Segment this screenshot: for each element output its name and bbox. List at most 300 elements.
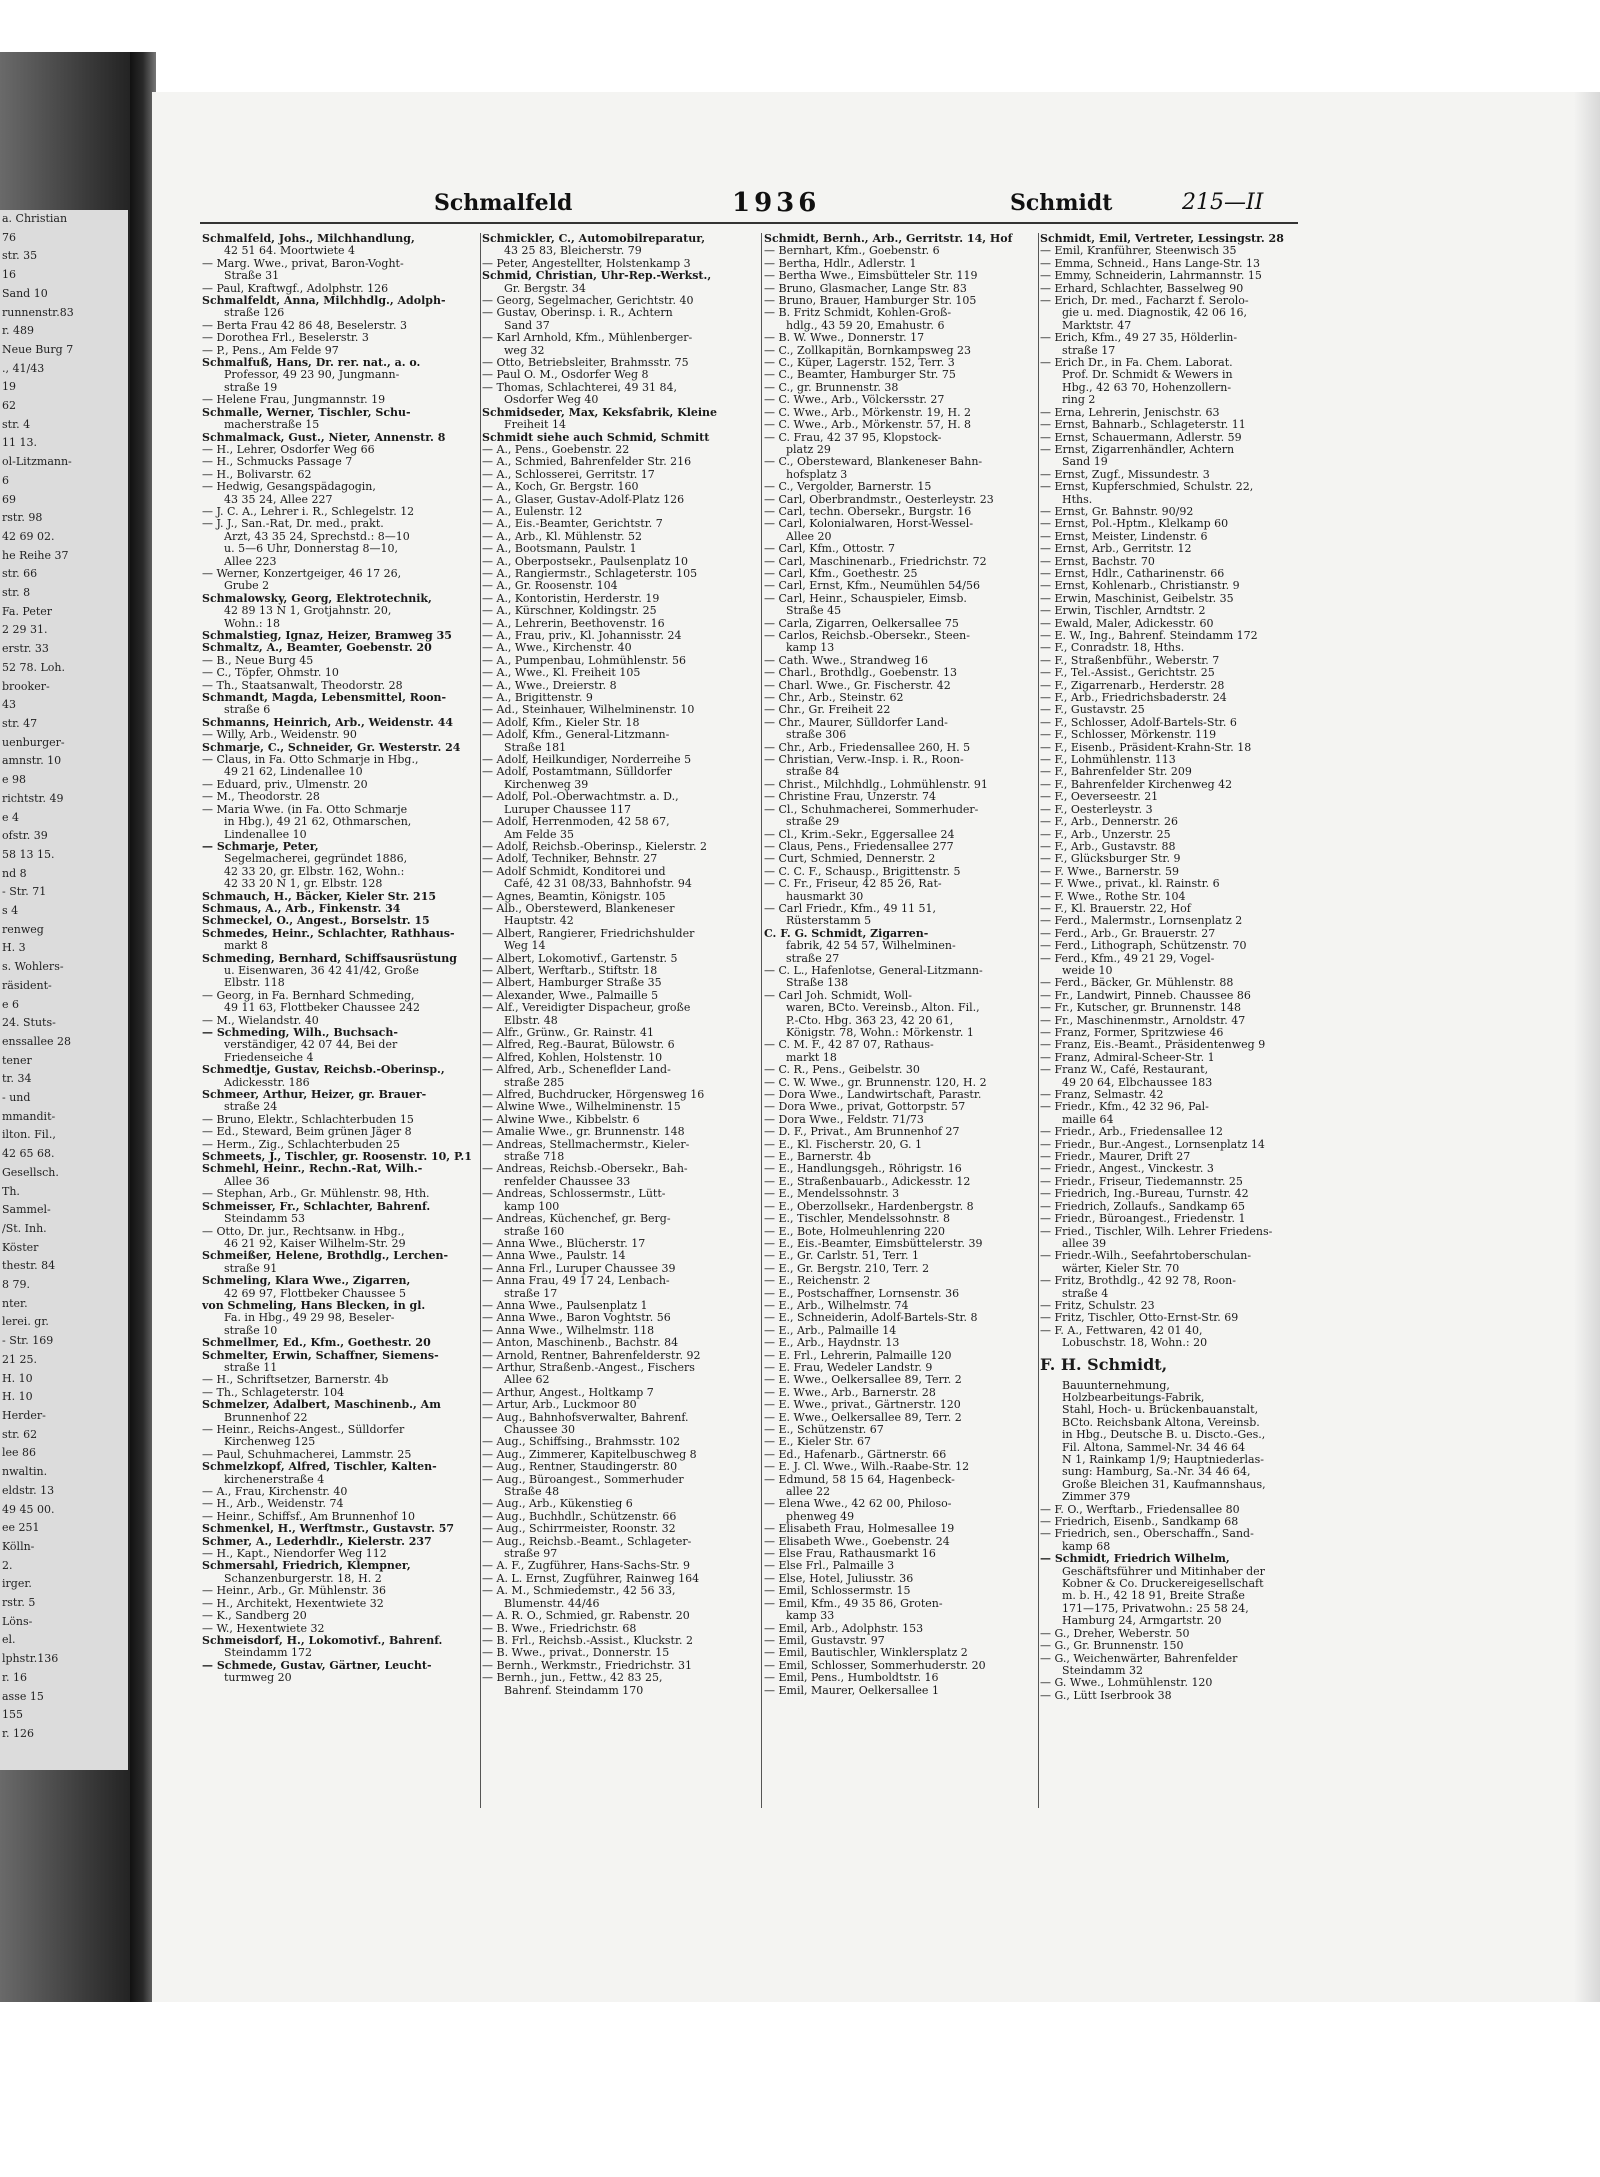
directory-entry: — A., Arb., Kl. Mühlenstr. 52 xyxy=(482,530,643,543)
directory-entry: Straße 138 xyxy=(786,977,849,990)
directory-entry: — A., Pens., Goebenstr. 22 xyxy=(482,443,630,456)
directory-entry: — Christ., Milchhdlg., Lohmühlenstr. 91 xyxy=(764,778,988,791)
directory-entry: — Else, Hotel, Juliusstr. 36 xyxy=(764,1572,914,1585)
directory-entry: — Alfred, Arb., Scheneflder Land- xyxy=(482,1064,671,1077)
facing-page-text: asse 15 xyxy=(2,1689,44,1703)
facing-page-text: richtstr. 49 xyxy=(2,791,64,805)
directory-entry: Schmaltz, A., Beamter, Goebenstr. 20 xyxy=(202,642,432,655)
directory-entry: — A. L. Ernst, Zugführer, Rainweg 164 xyxy=(482,1572,700,1585)
directory-entry: — A., Eulenstr. 12 xyxy=(482,505,583,518)
directory-entry: hdlg., 43 59 20, Emahustr. 6 xyxy=(786,319,945,332)
directory-entry: — Curt, Schmied, Dennerstr. 2 xyxy=(764,853,936,866)
facing-page-text: 2 29 31. xyxy=(2,623,48,637)
directory-entry: — Cl., Schuhmacherei, Sommerhuder- xyxy=(764,803,979,816)
directory-entry: straße 17 xyxy=(1062,344,1116,357)
directory-entry: — Alfr., Grünw., Gr. Rainstr. 41 xyxy=(482,1027,655,1039)
directory-entry: — Bernh., Werkmstr., Friedrichstr. 31 xyxy=(482,1659,692,1672)
facing-page-text: lphstr.136 xyxy=(2,1652,59,1666)
directory-entry: — Ernst, Meister, Lindenstr. 6 xyxy=(1040,530,1208,543)
directory-entry: — Anna Frl., Luruper Chaussee 39 xyxy=(482,1262,676,1275)
directory-entry: — Karl Arnhold, Kfm., Mühlenberger- xyxy=(482,332,693,345)
directory-entry: Schmarje, C., Schneider, Gr. Westerstr. 24 xyxy=(202,741,461,754)
directory-entry: straße 306 xyxy=(786,729,847,742)
directory-entry: Sand 37 xyxy=(504,319,550,332)
directory-entry: turmweg 20 xyxy=(224,1672,292,1685)
directory-entry: Zimmer 379 xyxy=(1062,1491,1131,1504)
directory-entry: — C., Beamter, Hamburger Str. 75 xyxy=(764,369,956,382)
directory-entry: C. F. G. Schmidt, Zigarren- xyxy=(764,927,929,940)
directory-entry: Hauptstr. 42 xyxy=(504,915,574,928)
directory-entry: — Adolf, Techniker, Behnstr. 27 xyxy=(482,853,658,866)
directory-entry: Lobuschstr. 18, Wohn.: 20 xyxy=(1062,1337,1208,1350)
facing-page-text: 49 45 00. xyxy=(2,1502,55,1516)
directory-entry: Schmedtje, Gustav, Reichsb.-Oberinsp., xyxy=(202,1064,445,1077)
directory-entry: kirchenerstraße 4 xyxy=(224,1473,325,1486)
directory-entry: — Dora Wwe., privat, Gottorpstr. 57 xyxy=(764,1101,966,1114)
directory-entry: Friedenseiche 4 xyxy=(224,1051,314,1064)
directory-entry: — F., Tel.-Assist., Gerichtstr. 25 xyxy=(1040,667,1215,680)
directory-entry: — F., Lohmühlenstr. 113 xyxy=(1040,754,1176,767)
directory-entry: — Schmeding, Wilh., Buchsach- xyxy=(202,1027,398,1039)
directory-entry: straße 17 xyxy=(504,1287,558,1300)
directory-entry: — Friedr., Büroangest., Friedenstr. 1 xyxy=(1040,1213,1246,1226)
directory-entry: — E., Arb., Haydnstr. 13 xyxy=(764,1337,900,1350)
directory-entry: — C. Fr., Friseur, 42 85 26, Rat- xyxy=(764,878,942,891)
directory-entry: — Otto, Betriebsleiter, Brahmsstr. 75 xyxy=(482,357,689,370)
directory-entry: — Schmarje, Peter, xyxy=(202,840,319,853)
directory-entry: Allee 20 xyxy=(786,530,832,543)
directory-entry: — A., Brigittenstr. 9 xyxy=(482,692,593,705)
directory-entry: — F., Kl. Brauerstr. 22, Hof xyxy=(1040,902,1191,915)
directory-entry: — H., Kapt., Niendorfer Weg 112 xyxy=(202,1548,387,1561)
directory-entry: — Emil, Gustavstr. 97 xyxy=(764,1634,885,1647)
directory-entry: Segelmacherei, gegründet 1886, xyxy=(224,853,408,866)
directory-entry: — C., Zollkapitän, Bornkampsweg 23 xyxy=(764,344,972,357)
directory-entry: verständiger, 42 07 44, Bei der xyxy=(224,1039,398,1052)
directory-entry: Schmer, A., Lederhdlr., Kielerstr. 237 xyxy=(202,1535,432,1548)
directory-entry: 42 33 20, gr. Elbstr. 162, Wohn.: xyxy=(224,865,405,878)
directory-entry: — Emil, Schlossermstr. 15 xyxy=(764,1585,911,1598)
directory-entry: — Carl, Kolonialwaren, Horst-Wessel- xyxy=(764,518,974,531)
directory-entry: Schmidt, Bernh., Arb., Gerritstr. 14, Hof xyxy=(764,233,1013,245)
directory-entry: — A., Frau, priv., Kl. Johannisstr. 24 xyxy=(482,630,682,642)
directory-entry: — A., Schlosserei, Gerritstr. 17 xyxy=(482,468,655,481)
header-rule xyxy=(200,222,1298,224)
directory-entry: — Adolf, Heilkundiger, Norderreihe 5 xyxy=(482,754,692,767)
directory-entry: — E., Gr. Carlstr. 51, Terr. 1 xyxy=(764,1250,919,1263)
directory-entry: — Adolf, Kfm., Kieler Str. 18 xyxy=(482,716,640,729)
directory-entry: — Franz W., Café, Restaurant, xyxy=(1040,1064,1209,1077)
directory-entry: — A. F., Zugführer, Hans-Sachs-Str. 9 xyxy=(482,1560,690,1573)
directory-entry: — G., Dreher, Weberstr. 50 xyxy=(1040,1627,1190,1640)
directory-entry: — Th., Schlageterstr. 104 xyxy=(202,1386,345,1399)
facing-page-text: 42 69 02. xyxy=(2,529,55,543)
directory-entry: — A. R. O., Schmied, gr. Rabenstr. 20 xyxy=(482,1610,690,1623)
directory-entry: — E. J. Cl. Wwe., Wilh.-Raabe-Str. 12 xyxy=(764,1461,970,1474)
directory-entry: — E., Postschaffner, Lornsenstr. 36 xyxy=(764,1287,960,1300)
facing-page-text: r. 489 xyxy=(2,324,35,338)
directory-entry: — G., Weichenwärter, Bahrenfelder xyxy=(1040,1652,1238,1665)
directory-entry: Schmalstieg, Ignaz, Heizer, Bramweg 35 xyxy=(202,630,452,642)
directory-entry: — A., Wwe., Dreierstr. 8 xyxy=(482,679,617,692)
facing-page-text: lee 86 xyxy=(2,1446,37,1460)
directory-entry: — A., Lehrerin, Beethovenstr. 16 xyxy=(482,617,665,630)
directory-column-1 xyxy=(202,233,478,1808)
facing-page-text: 11 13. xyxy=(2,436,37,450)
directory-entry: 171—175, Privatwohn.: 25 58 24, xyxy=(1062,1602,1249,1615)
directory-entry: — Helene Frau, Jungmannstr. 19 xyxy=(202,394,386,407)
directory-entry: — Paul, Schuhmacherei, Lammstr. 25 xyxy=(202,1448,412,1461)
directory-entry: Schmidt, Emil, Vertreter, Lessingstr. 28 xyxy=(1040,233,1284,245)
directory-entry: — Heinr., Arb., Gr. Mühlenstr. 36 xyxy=(202,1585,386,1598)
directory-entry: Professor, 49 23 90, Jungmann- xyxy=(224,369,400,382)
directory-entry: 42 51 64. Moortwiete 4 xyxy=(224,245,356,258)
directory-entry: — Ed., Steward, Beim grünen Jäger 8 xyxy=(202,1126,412,1139)
directory-entry: straße 97 xyxy=(504,1548,558,1561)
directory-entry: hausmarkt 30 xyxy=(786,890,864,903)
directory-entry: — Fr., Maschinenmstr., Arnoldstr. 47 xyxy=(1040,1014,1246,1027)
directory-entry: — Alfred, Buchdrucker, Hörgensweg 16 xyxy=(482,1089,705,1102)
directory-entry: — B. Frl., Reichsb.-Assist., Kluckstr. 2 xyxy=(482,1634,693,1647)
directory-entry: — Friedr., Friseur, Tiedemannstr. 25 xyxy=(1040,1175,1243,1188)
directory-entry: — Alwine Wwe., Kibbelstr. 6 xyxy=(482,1113,640,1126)
directory-entry: — E. Frl., Lehrerin, Palmaille 120 xyxy=(764,1349,952,1362)
directory-entry: — Chr., Arb., Steinstr. 62 xyxy=(764,692,904,705)
facing-page-text: rstr. 5 xyxy=(2,1596,36,1610)
directory-entry: — Fried., Tischler, Wilh. Lehrer Friedens- xyxy=(1040,1225,1273,1238)
directory-entry: — Andreas, Küchenchef, gr. Berg- xyxy=(482,1213,671,1226)
directory-entry: — Bruno, Glasmacher, Lange Str. 83 xyxy=(764,282,967,295)
facing-page-text: ee 251 xyxy=(2,1521,40,1535)
directory-entry: — Ernst, Bahnarb., Schlageterstr. 11 xyxy=(1040,419,1246,432)
facing-page-text: str. 66 xyxy=(2,567,38,581)
directory-entry: — C. M. F., 42 87 07, Rathaus- xyxy=(764,1039,934,1052)
directory-entry: — Carl, Kfm., Ottostr. 7 xyxy=(764,543,896,556)
directory-entry: 42 33 20 N 1, gr. Elbstr. 128 xyxy=(224,878,383,891)
directory-entry: platz 29 xyxy=(786,443,831,456)
directory-entry: — E. Wwe., Arb., Barnerstr. 28 xyxy=(764,1386,936,1399)
directory-entry: — Bruno, Elektr., Schlachterbuden 15 xyxy=(202,1113,414,1126)
directory-entry: Schanzenburgerstr. 18, H. 2 xyxy=(224,1572,382,1585)
directory-entry: — Adolf, Reichsb.-Oberinsp., Kielerstr. 2 xyxy=(482,840,707,853)
page-edge xyxy=(1574,92,1600,2002)
directory-entry: Osdorfer Weg 40 xyxy=(504,394,599,407)
directory-entry: — E., Reichenstr. 2 xyxy=(764,1275,871,1288)
directory-entry: — Andreas, Schlossermstr., Lütt- xyxy=(482,1188,666,1201)
directory-entry: phenweg 49 xyxy=(786,1510,855,1523)
directory-entry: — Franz, Admiral-Scheer-Str. 1 xyxy=(1040,1051,1215,1064)
directory-entry: 49 11 63, Flottbeker Chaussee 242 xyxy=(224,1002,421,1015)
directory-entry: Weg 14 xyxy=(504,940,546,953)
facing-page-text: str. 35 xyxy=(2,249,38,263)
directory-entry: Steindamm 32 xyxy=(1062,1664,1144,1677)
directory-entry: — Paul O. M., Osdorfer Weg 8 xyxy=(482,369,649,382)
directory-entry: Prof. Dr. Schmidt & Wewers in xyxy=(1062,369,1233,382)
directory-entry: — Anna Frau, 49 17 24, Lenbach- xyxy=(482,1275,670,1288)
directory-entry: Elbstr. 118 xyxy=(224,977,285,990)
directory-entry: — A., Kürschner, Koldingstr. 25 xyxy=(482,605,657,618)
directory-entry: fabrik, 42 54 57, Wilhelminen- xyxy=(786,940,956,953)
directory-entry: — Ewald, Maler, Adickesstr. 60 xyxy=(1040,617,1214,630)
directory-entry: — Ernst, Kupferschmied, Schulstr. 22, xyxy=(1040,481,1254,494)
directory-entry: — Ernst, Pol.-Hptm., Klelkamp 60 xyxy=(1040,518,1229,531)
directory-entry: — Franz, Former, Spritzwiese 46 xyxy=(1040,1027,1224,1039)
directory-entry: — E., Handlungsgeh., Röhrigstr. 16 xyxy=(764,1163,962,1176)
directory-entry: — F. Wwe., Barnerstr. 59 xyxy=(1040,865,1179,878)
directory-entry: — Erich, Kfm., 49 27 35, Hölderlin- xyxy=(1040,332,1238,345)
directory-entry: — Alwine Wwe., Wilhelminenstr. 15 xyxy=(482,1101,681,1114)
directory-entry: — Cl., Krim.-Sekr., Eggersallee 24 xyxy=(764,828,955,841)
directory-entry: 46 21 92, Kaiser Wilhelm-Str. 29 xyxy=(224,1237,406,1250)
directory-entry: — Albert, Hamburger Straße 35 xyxy=(482,977,662,990)
directory-entry: — Fritz, Brothdlg., 42 92 78, Roon- xyxy=(1040,1275,1236,1288)
facing-page-text: Gesellsch. xyxy=(2,1165,59,1179)
directory-entry: — Anna Wwe., Paulstr. 14 xyxy=(482,1250,626,1263)
directory-entry: von Schmeling, Hans Blecken, in gl. xyxy=(202,1299,426,1312)
directory-entry: — H., Bolivarstr. 62 xyxy=(202,468,312,481)
directory-entry: — Erwin, Maschinist, Geibelstr. 35 xyxy=(1040,592,1234,605)
directory-entry: — Aug., Schirrmeister, Roonstr. 32 xyxy=(482,1523,676,1536)
directory-entry: — B. W. Wwe., Donnerstr. 17 xyxy=(764,332,925,345)
directory-entry: Bahrenf. Steindamm 170 xyxy=(504,1684,644,1697)
directory-entry: — W., Hexentwiete 32 xyxy=(202,1622,325,1635)
directory-entry: — Alexander, Wwe., Palmaille 5 xyxy=(482,989,659,1002)
directory-entry: — Ferd., Lithograph, Schützenstr. 70 xyxy=(1040,940,1247,953)
directory-entry: — Ferd., Bäcker, Gr. Mühlenstr. 88 xyxy=(1040,977,1234,990)
directory-entry: straße 19 xyxy=(224,381,278,394)
directory-entry: — Gustav, Oberinsp. i. R., Achtern xyxy=(482,307,673,320)
directory-entry: — Claus, in Fa. Otto Schmarje in Hbg., xyxy=(202,754,419,767)
directory-entry: — Ernst, Zugf., Missundestr. 3 xyxy=(1040,468,1210,481)
directory-entry: Schmeling, Klara Wwe., Zigarren, xyxy=(202,1275,411,1288)
directory-entry: — D. F., Privat., Am Brunnenhof 27 xyxy=(764,1126,960,1139)
directory-entry: — C., Küper, Lagerstr. 152, Terr. 3 xyxy=(764,357,955,370)
facing-page-text: räsident- xyxy=(2,978,52,992)
directory-entry: — H., Architekt, Hexentwiete 32 xyxy=(202,1597,384,1610)
directory-entry: — Carl Joh. Schmidt, Woll- xyxy=(764,989,912,1002)
directory-entry: — A., Wwe., Kl. Freiheit 105 xyxy=(482,667,641,680)
directory-entry: Marktstr. 47 xyxy=(1062,319,1132,332)
facing-page-text: uenburger- xyxy=(2,735,65,749)
directory-entry: — Emil, Kfm., 49 35 86, Groten- xyxy=(764,1597,943,1610)
directory-entry: Schmid, Christian, Uhr-Rep.-Werkst., xyxy=(482,270,712,283)
directory-entry: Am Felde 35 xyxy=(504,828,574,841)
directory-entry: — H., Schmucks Passage 7 xyxy=(202,456,353,469)
facing-page-text: irger. xyxy=(2,1577,32,1591)
directory-entry: Elbstr. 48 xyxy=(504,1014,558,1027)
directory-entry: 49 20 64, Elbchaussee 183 xyxy=(1062,1076,1213,1089)
directory-entry: — Erich, Dr. med., Facharzt f. Serolo- xyxy=(1040,295,1249,308)
directory-entry: — Carlos, Reichsb.-Obersekr., Steen- xyxy=(764,630,970,642)
directory-entry: Stahl, Hoch- u. Brückenbauanstalt, xyxy=(1062,1404,1259,1417)
directory-entry: — K., Sandberg 20 xyxy=(202,1610,307,1623)
directory-entry: straße 91 xyxy=(224,1262,278,1275)
facing-page-text: runnenstr.83 xyxy=(2,305,74,319)
directory-entry: — Adolf Schmidt, Konditorei und xyxy=(482,865,666,878)
directory-entry: — H., Schriftsetzer, Barnerstr. 4b xyxy=(202,1374,389,1387)
directory-entry: Schmalmack, Gust., Nieter, Annenstr. 8 xyxy=(202,431,446,444)
facing-page-text: Kölln- xyxy=(2,1539,35,1553)
page-number: 215—II xyxy=(1182,190,1264,215)
directory-entry: allee 22 xyxy=(786,1486,831,1499)
directory-entry: — A., Kontoristin, Herderstr. 19 xyxy=(482,592,660,605)
directory-entry: — Adolf, Kfm., General-Litzmann- xyxy=(482,729,670,742)
facing-page-text: lerei. gr. xyxy=(2,1315,49,1329)
directory-entry: — Elisabeth Frau, Holmesallee 19 xyxy=(764,1523,955,1536)
directory-entry: — Paul, Kraftwgf., Adolphstr. 126 xyxy=(202,282,389,295)
directory-entry: maille 64 xyxy=(1062,1113,1114,1126)
directory-entry: — A., Rangiermstr., Schlageterstr. 105 xyxy=(482,567,698,580)
directory-entry: — Carl, Ernst, Kfm., Neumühlen 54/56 xyxy=(764,580,981,593)
directory-entry: — Alb., Oberstewerd, Blankeneser xyxy=(482,902,675,915)
facing-page-text: Köster xyxy=(2,1240,39,1254)
facing-page-text: rstr. 98 xyxy=(2,511,43,525)
directory-entry: — C. Wwe., Arb., Völckersstr. 27 xyxy=(764,394,945,407)
directory-entry: — Thomas, Schlachterei, 49 31 84, xyxy=(482,381,677,394)
directory-entry: — A., Schmied, Bahrenfelder Str. 216 xyxy=(482,456,692,469)
directory-entry: 43 35 24, Allee 227 xyxy=(224,493,333,506)
directory-entry: Chaussee 30 xyxy=(504,1424,575,1436)
directory-entry: — Fritz, Tischler, Otto-Ernst-Str. 69 xyxy=(1040,1312,1239,1325)
directory-entry: — Anna Wwe., Wilhelmstr. 118 xyxy=(482,1324,655,1337)
directory-entry: — Chr., Gr. Freiheit 22 xyxy=(764,704,891,717)
facing-page-text: 16 xyxy=(2,268,16,282)
facing-page-text: s 4 xyxy=(2,904,19,918)
directory-entry: m. b. H., 42 18 91, Breite Straße xyxy=(1062,1590,1245,1603)
directory-entry: — Erhard, Schlachter, Basselweg 90 xyxy=(1040,282,1244,295)
directory-entry: straße 11 xyxy=(224,1361,278,1374)
facing-page-text: thestr. 84 xyxy=(2,1259,56,1273)
facing-page-text: /St. Inh. xyxy=(2,1221,47,1235)
directory-entry: — Edmund, 58 15 64, Hagenbeck- xyxy=(764,1473,955,1486)
directory-entry: — Anna Wwe., Blücherstr. 17 xyxy=(482,1237,646,1250)
directory-entry: — Ferd., Kfm., 49 21 29, Vogel- xyxy=(1040,952,1215,965)
directory-entry: Schmickler, C., Automobilreparatur, xyxy=(482,233,706,245)
directory-entry: — Franz, Eis.-Beamt., Präsidentenweg 9 xyxy=(1040,1039,1266,1052)
facing-page-text: renweg xyxy=(2,922,44,936)
directory-entry: Schmidseder, Max, Keksfabrik, Kleine xyxy=(482,406,718,419)
directory-entry: — M., Wielandstr. 40 xyxy=(202,1014,319,1027)
directory-entry: — Carl, Maschinenarb., Friedrichstr. 72 xyxy=(764,555,987,568)
directory-entry: — Ed., Hafenarb., Gärtnerstr. 66 xyxy=(764,1448,947,1461)
directory-entry: — Ernst, Kohlenarb., Christianstr. 9 xyxy=(1040,580,1240,593)
directory-entry: Gr. Bergstr. 34 xyxy=(504,282,586,295)
directory-entry: Brunnenhof 22 xyxy=(224,1411,308,1424)
facing-page-text: e 4 xyxy=(2,810,20,824)
directory-entry: — Dora Wwe., Landwirtschaft, Parastr. xyxy=(764,1089,982,1102)
directory-entry: 42 69 97, Flottbeker Chaussee 5 xyxy=(224,1287,407,1300)
directory-entry: — Albert, Werftarb., Stiftstr. 18 xyxy=(482,964,658,977)
facing-page-text: H. 3 xyxy=(2,941,26,955)
directory-entry: straße 285 xyxy=(504,1076,565,1089)
directory-entry: Schmersahl, Friedrich, Klempner, xyxy=(202,1560,411,1573)
directory-entry: — Elena Wwe., 42 62 00, Philoso- xyxy=(764,1498,952,1511)
directory-entry: — Aug., Zimmerer, Kapitelbuschweg 8 xyxy=(482,1448,697,1461)
facing-page-text: nd 8 xyxy=(2,866,27,880)
directory-entry: — F., Straßenbführ., Weberstr. 7 xyxy=(1040,654,1220,667)
directory-entry: — Christine Frau, Unzerstr. 74 xyxy=(764,791,936,804)
directory-entry: Straße 181 xyxy=(504,741,567,754)
directory-entry: ring 2 xyxy=(1062,394,1096,407)
directory-entry: — A. M., Schmiedemstr., 42 56 33, xyxy=(482,1585,676,1598)
directory-entry: Sand 19 xyxy=(1062,456,1108,469)
directory-entry: Blumenstr. 44/46 xyxy=(504,1597,600,1610)
directory-entry: — E. Wwe., Oelkersallee 89, Terr. 2 xyxy=(764,1411,962,1424)
directory-entry: — Emil, Maurer, Oelkersallee 1 xyxy=(764,1684,939,1697)
directory-entry: straße 718 xyxy=(504,1151,565,1164)
directory-entry: — Georg, in Fa. Bernhard Schmeding, xyxy=(202,989,415,1002)
directory-entry: Hths. xyxy=(1062,493,1093,506)
directory-entry: — Arthur, Straßenb.-Angest., Fischers xyxy=(482,1361,695,1374)
directory-entry: straße 4 xyxy=(1062,1287,1109,1300)
directory-entry: — B. Wwe., Friedrichstr. 68 xyxy=(482,1622,637,1635)
directory-entry: renfelder Chaussee 33 xyxy=(504,1175,631,1188)
directory-entry: — Emmy, Schneiderin, Lahrmannstr. 15 xyxy=(1040,270,1262,283)
directory-entry: — C. Wwe., Arb., Mörkenstr. 19, H. 2 xyxy=(764,406,972,419)
directory-entry: — E., Mendelssohnstr. 3 xyxy=(764,1188,900,1201)
directory-entry: markt 8 xyxy=(224,940,268,953)
facing-page-text: brooker- xyxy=(2,679,50,693)
facing-page-fragment xyxy=(0,210,128,1770)
directory-entry: Hbg., 42 63 70, Hohenzollern- xyxy=(1062,381,1232,394)
facing-page-text: Neue Burg 7 xyxy=(2,342,74,356)
directory-entry: — Alfred, Kohlen, Holstenstr. 10 xyxy=(482,1051,663,1064)
directory-entry: — Else Frl., Palmaille 3 xyxy=(764,1560,895,1573)
facing-page-text: 155 xyxy=(2,1708,23,1722)
directory-entry: — Friedr., Maurer, Drift 27 xyxy=(1040,1151,1191,1164)
directory-entry: — Heinr., Reichs-Angest., Sülldorfer xyxy=(202,1424,405,1436)
directory-entry: — B. Wwe., privat., Donnerstr. 15 xyxy=(482,1647,670,1660)
directory-entry: straße 6 xyxy=(224,704,271,717)
directory-entry: — E., Kl. Fischerstr. 20, G. 1 xyxy=(764,1138,923,1151)
facing-page-text: el. xyxy=(2,1633,16,1647)
facing-page-text: 69 xyxy=(2,492,16,506)
directory-entry: — B. Fritz Schmidt, Kohlen-Groß- xyxy=(764,307,952,320)
facing-page-text: Th. xyxy=(2,1184,20,1198)
directory-entry: — Friedrich, Eisenb., Sandkamp 68 xyxy=(1040,1516,1239,1529)
directory-entry: — Anton, Maschinenb., Bachstr. 84 xyxy=(482,1337,679,1350)
directory-entry: — Ferd., Arb., Gr. Brauerstr. 27 xyxy=(1040,927,1216,940)
directory-entry: Grube 2 xyxy=(224,580,270,593)
directory-entry: — Carl, Heinr., Schauspieler, Eimsb. xyxy=(764,592,967,605)
directory-entry: — H., Arb., Weidenstr. 74 xyxy=(202,1498,344,1511)
directory-entry: — P., Pens., Am Felde 97 xyxy=(202,344,339,357)
directory-entry: N 1, Rainkamp 1/9; Hauptniederlas- xyxy=(1062,1454,1264,1466)
directory-entry: — Aug., Buchhdlr., Schützenstr. 66 xyxy=(482,1510,677,1523)
facing-page-text: 2. xyxy=(2,1558,13,1572)
directory-entry: Schmellmer, Ed., Kfm., Goethestr. 20 xyxy=(202,1337,431,1350)
directory-entry: Schmalle, Werner, Tischler, Schu- xyxy=(202,406,411,419)
directory-entry: — E. W., Ing., Bahrenf. Steindamm 172 xyxy=(1040,630,1258,642)
directory-entry: — Ernst, Zigarrenhändler, Achtern xyxy=(1040,443,1235,456)
facing-page-text: mmandit- xyxy=(2,1109,56,1123)
directory-entry: hofsplatz 3 xyxy=(786,468,848,481)
directory-entry: Adickesstr. 186 xyxy=(224,1076,310,1089)
directory-entry: — Ernst, Schauermann, Adlerstr. 59 xyxy=(1040,431,1242,444)
directory-entry: — Herm., Zig., Schlachterbuden 25 xyxy=(202,1138,401,1151)
directory-entry: — Dora Wwe., Feldstr. 71/73 xyxy=(764,1113,924,1126)
directory-entry: Schmeisser, Fr., Schlachter, Bahrenf. xyxy=(202,1200,431,1213)
directory-entry: Schmandt, Magda, Lebensmittel, Roon- xyxy=(202,692,447,705)
directory-entry: — Bertha Wwe., Eimsbütteler Str. 119 xyxy=(764,270,978,283)
directory-entry: — F., Bahrenfelder Kirchenweg 42 xyxy=(1040,778,1233,791)
directory-entry: Schmalfuß, Hans, Dr. rer. nat., a. o. xyxy=(202,357,421,370)
directory-entry: — C., Obersteward, Blankeneser Bahn- xyxy=(764,456,983,469)
directory-entry: Kirchenweg 125 xyxy=(224,1436,316,1449)
directory-entry: — Ernst, Hdlr., Catharinenstr. 66 xyxy=(1040,567,1225,580)
facing-page-text: e 6 xyxy=(2,997,20,1011)
directory-entry: kamp 100 xyxy=(504,1200,560,1213)
